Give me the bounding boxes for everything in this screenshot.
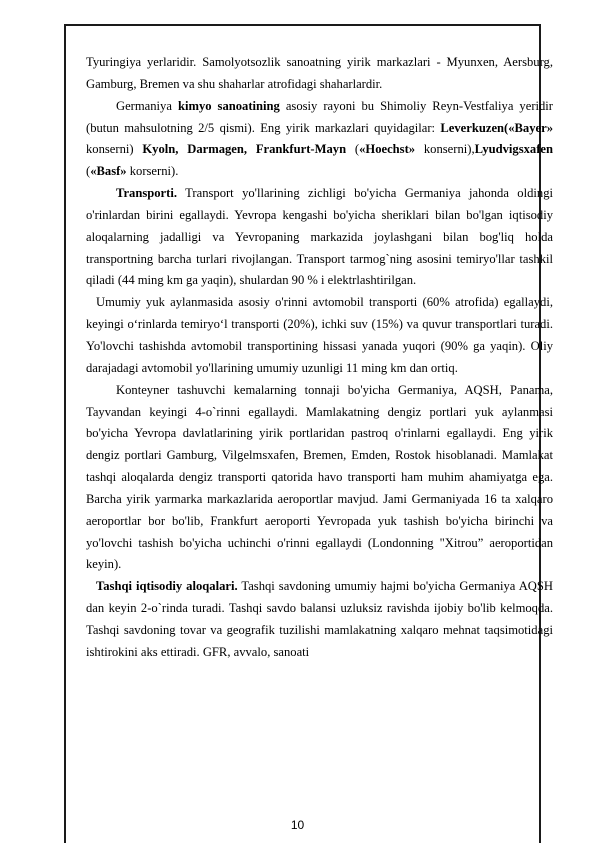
bold-term-basf: «Basf» xyxy=(90,164,127,179)
text-run: Germaniya xyxy=(116,98,178,113)
text-run: korserni). xyxy=(126,164,179,179)
paragraph-foreign-economic xyxy=(86,576,553,663)
text-run: asosiy rayoni bu Shimoliy Reyn-Vestfaliya yeridir (butun mahsulotning 2/5 qismi). Eng yirik markazlari quyidagilar: xyxy=(86,98,553,135)
paragraph-freight-text: Umumiy yuk aylanmasida asosiy o'rinni avtomobil transporti (60% atrofida) egallaydi, keyingi o‘rinlarda temiryo‘l transporti (20%), ichki suv (15%) va quvur transportlari turadi. Yo'lovchi tashishda avtomobil transportining hissasi yanada yuqori (90% ga yaqin). Oliy darajadagi avtomobil yo'llarining umumiy uzunligi 11 ming km dan ortiq. xyxy=(86,295,553,375)
text-run: konserni), xyxy=(415,142,475,157)
paragraph-1-text: Tyuringiya yerlaridir. Samolyotsozlik sanoatning yirik markazlari - Myunxen, Aersburg, Gamburg, Bremen va shu shaharlar atrofidagi shaharlardir. xyxy=(86,55,553,91)
paragraph-transport-text: Transport yo'llarining zichligi bo'yicha Germaniya jahonda oldingi o'rinlardan birini egallaydi. Yevropa kengashi bo'yicha sheriklari bilan bo'lgan iqtisodiy aloqalarning jadalligi va Yevropaning markazida joylashgani bilan bog'liq holda transportning barcha turlari rivojlangan. Transport tarmog`ning asosini temiryo'llar tashkil qiladi (44 ming km ga yaqin), shulardan 90 % i elektrlashtirilgan. xyxy=(86,186,553,288)
paragraph-container-ships-text: Konteyner tashuvchi kemalarning tonnaji bo'yicha Germaniya, AQSH, Panama, Tayvandan keyingi 4-o`rinni egallaydi. Mamlakatning dengiz portlari yuk aylanmasi bo'yicha Yevropa davlatlarining yirik portlaridan pastroq o'rinlarni egallaydi. Eng yirik dengiz portlari Gamburg, Vilgelmsxafen, Bremen, Emden, Rostok hisoblanadi. Mamlakat tashqi aloqalarda dengiz transporti qatorida havo transporti ham muhim ahamiyatga ega. Barcha yirik yarmarka markazlarida aeroportlar mavjud. Jami Germaniyada 16 ta xalqaro aeroportlar bor bo'lib, Frankfurt aeroporti Yevropada yuk tashish bo'yicha birinchi va yo'lovchi tashish bo'yicha uchinchi o'rinni egallaydi (Londonning "Xitrou” aeroportidan keyin). xyxy=(86,382,553,572)
section-heading-transport: Transporti. xyxy=(116,186,177,201)
paragraph-container-ships xyxy=(86,380,553,577)
text-run: konserni) xyxy=(86,142,143,157)
bold-term-cities: Kyoln, Darmagen, Frankfurt-Mayn xyxy=(142,142,347,157)
text-run: ( xyxy=(86,164,91,179)
paragraph-foreign-economic-text: Tashqi savdoning umumiy hajmi bo'yicha Germaniya AQSH dan keyin 2-o`rinda turadi. Tashqi savdo balansi uzluksiz ravishda ijobiy bo'lib kelmoqda. Tashqi savdoning tovar va geografik tuzilishi mamlakatning xalqaro mehnat taqsimotidagi ishtirokini aks ettiradi. GFR, avvalo, sanoati xyxy=(86,579,553,659)
paragraph-freight xyxy=(86,292,553,379)
bold-term-lyudvigsxafen: Lyudvigsxafen xyxy=(474,142,553,157)
document-body xyxy=(86,52,553,664)
section-heading-foreign-economic: Tashqi iqtisodiy aloqalari. xyxy=(96,579,238,594)
paragraph-transport xyxy=(86,183,553,292)
paragraph-1 xyxy=(86,52,553,96)
page-number: 10 xyxy=(290,818,305,832)
bold-term-hoechst: «Hoechst» xyxy=(359,142,416,157)
bold-term-chemical-industry: kimyo sanoatining xyxy=(177,98,280,113)
bold-term-leverkuzen: Leverkuzen(«Bayer» xyxy=(440,120,553,135)
text-run: ( xyxy=(346,142,360,157)
paragraph-chemical-industry xyxy=(86,96,553,183)
